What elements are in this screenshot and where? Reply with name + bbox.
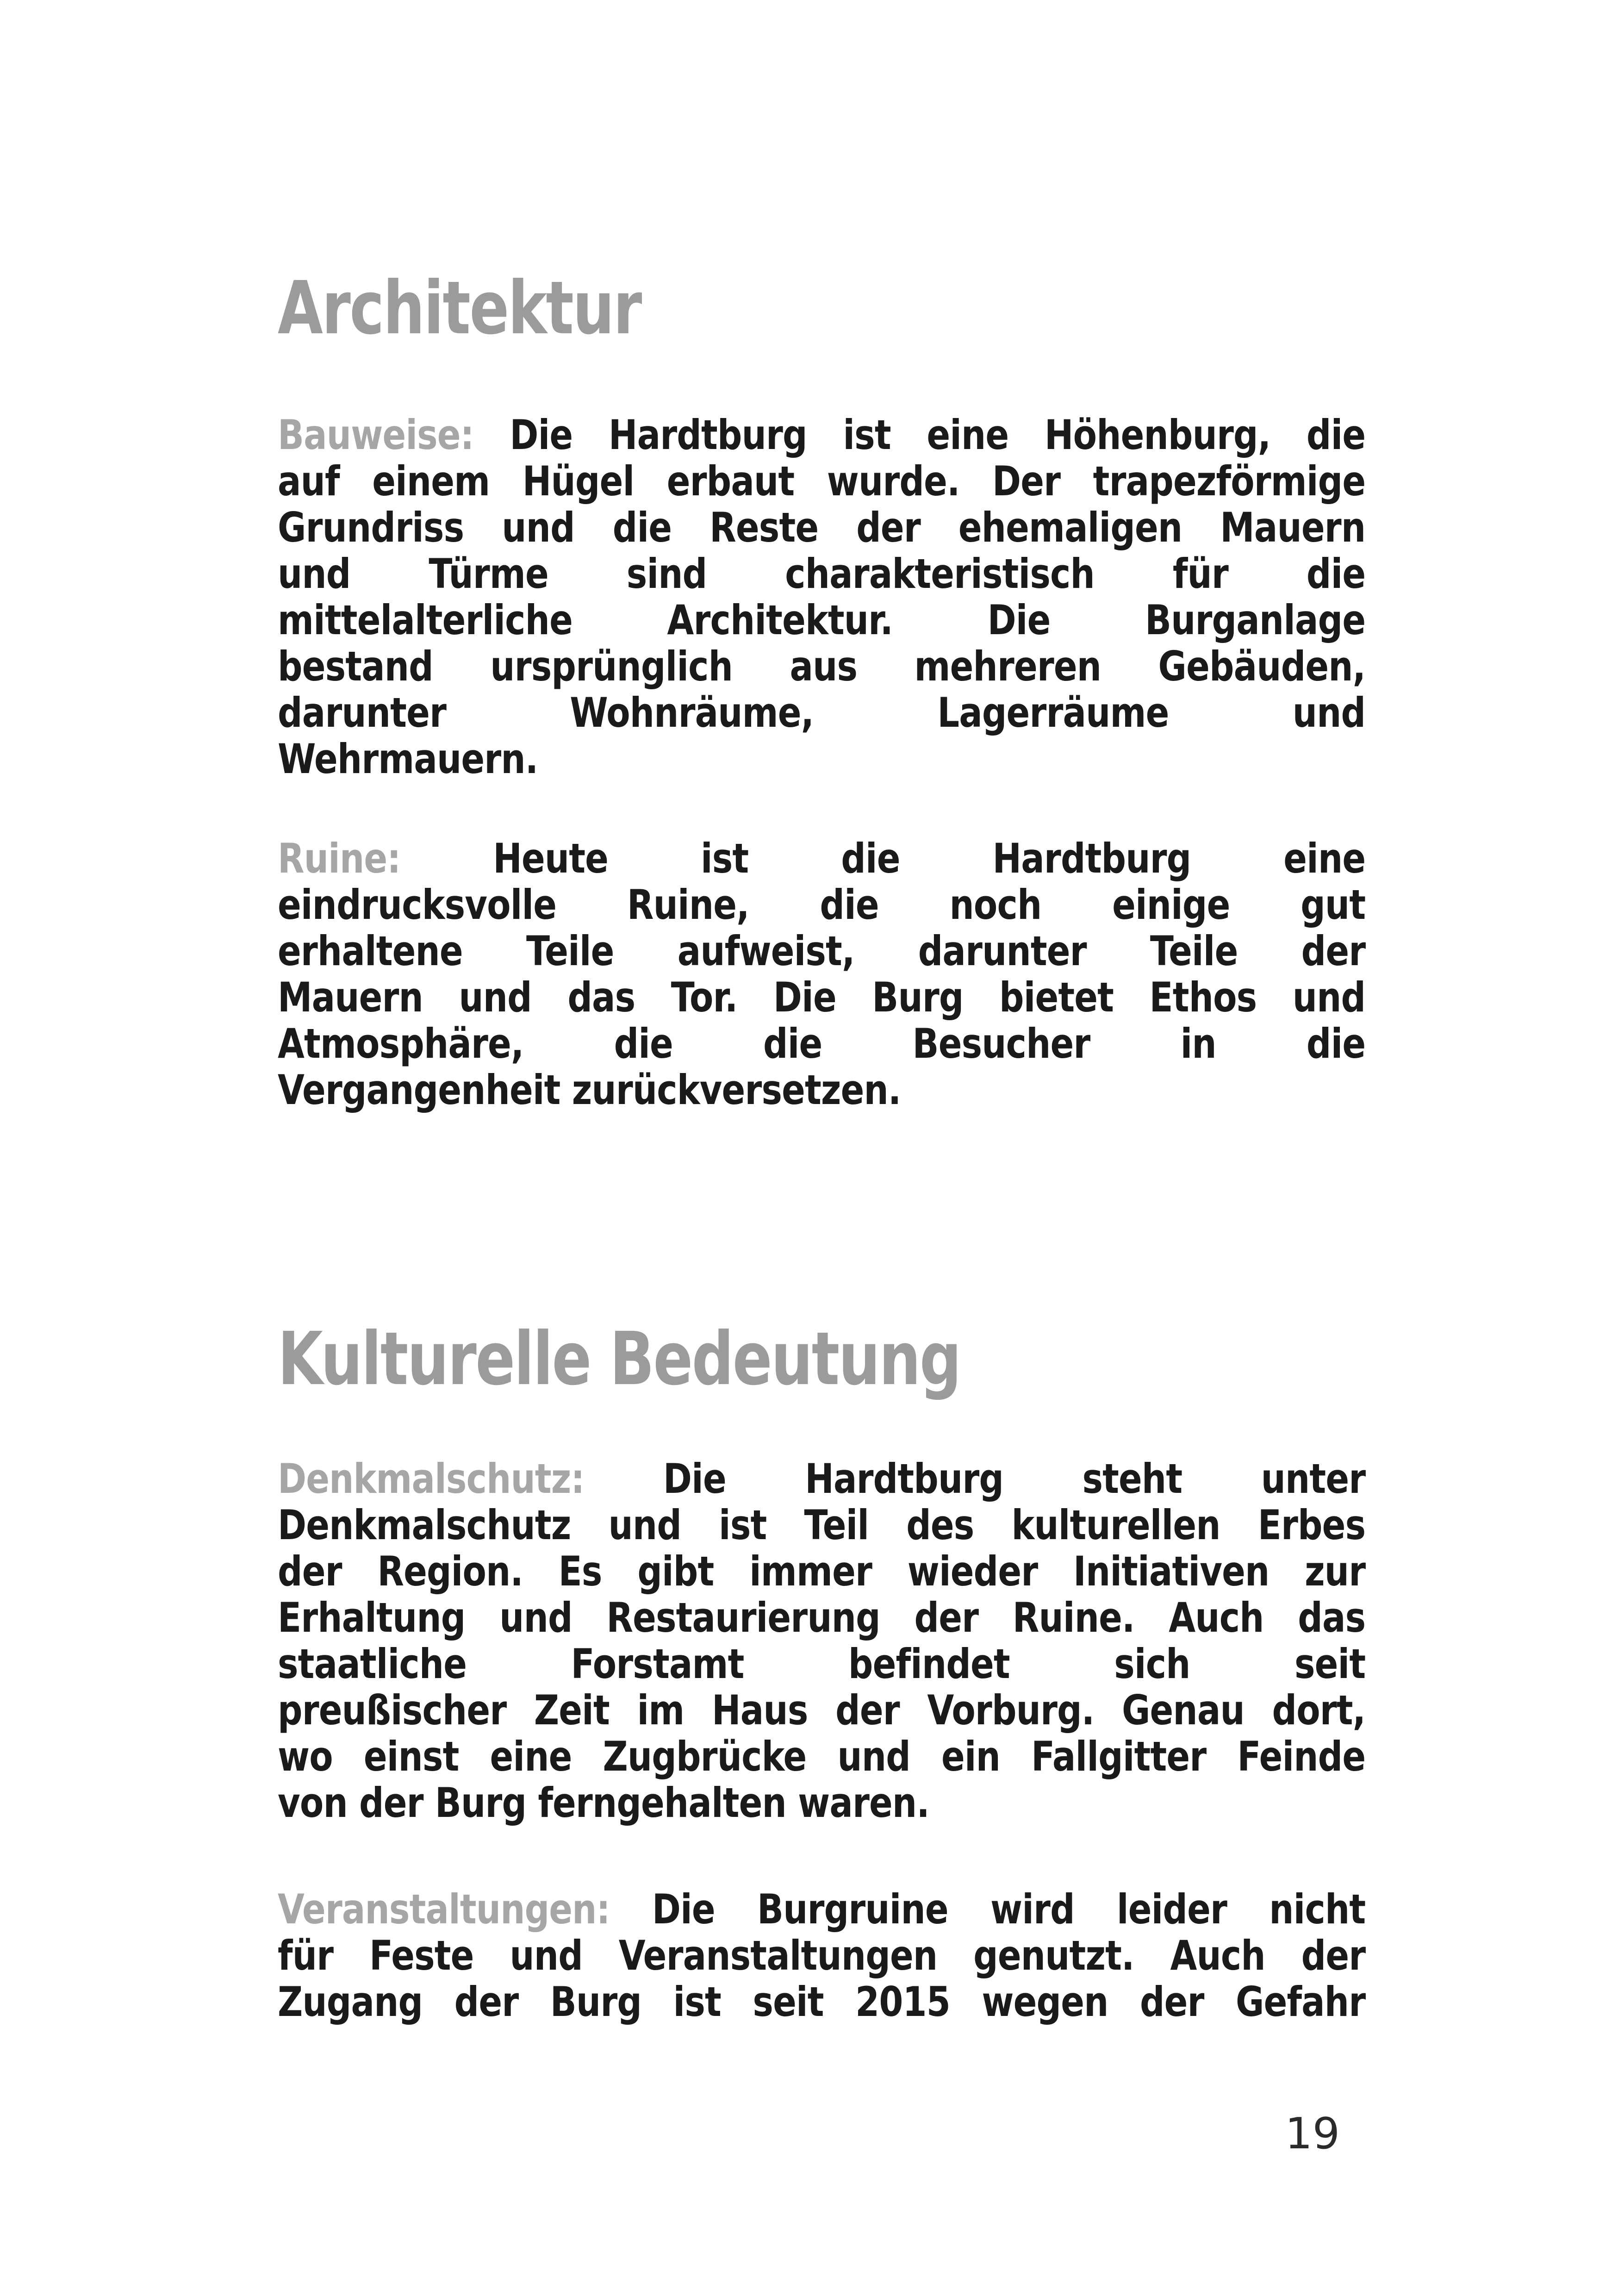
- paragraph-veranstaltungen: [278, 1886, 1365, 2025]
- text-line: auf einem Hügel erbaut wurde. Der trapezförmige: [278, 457, 1366, 505]
- paragraph-label: Bauweise:: [278, 411, 474, 459]
- text-line: [278, 836, 1365, 882]
- text-line: für Feste und Veranstaltungen genutzt. Auch der: [278, 1932, 1366, 1979]
- paragraph-label: Veranstaltungen:: [278, 1885, 610, 1933]
- paragraph-label: Denkmalschutz:: [278, 1455, 585, 1503]
- text-line: Denkmalschutz und ist Teil des kulturellen Erbes: [278, 1501, 1366, 1549]
- text-line: und Türme sind charakteristisch für die: [278, 550, 1366, 598]
- line-text: Die Hardtburg steht unter: [663, 1455, 1366, 1503]
- section-heading-kulturelle-bedeutung: Kulturelle Bedeutung: [278, 1316, 961, 1402]
- paragraph-ruine: [278, 836, 1365, 1113]
- text-line: Zugang der Burg ist seit 2015 wegen der Gefahr: [278, 1978, 1366, 2026]
- text-line: wo einst eine Zugbrücke und ein Fallgitter Feinde: [278, 1733, 1366, 1780]
- text-line: [278, 412, 1365, 458]
- paragraph-bauweise: [278, 412, 1365, 782]
- section-heading-architektur: Architektur: [278, 266, 641, 351]
- text-line: Atmosphäre, die die Besucher in die: [278, 1020, 1366, 1067]
- text-line: Erhaltung und Restaurierung der Ruine. Auch das: [278, 1594, 1366, 1641]
- line-text: Heute ist die Hardtburg eine: [493, 835, 1366, 882]
- text-line: staatliche Forstamt befindet sich seit: [278, 1640, 1366, 1688]
- text-line: bestand ursprünglich aus mehreren Gebäuden,: [278, 643, 1366, 690]
- text-line: eindrucksvolle Ruine, die noch einige gut: [278, 881, 1366, 929]
- paragraph-denkmalschutz: [278, 1456, 1365, 1826]
- text-line: preußischer Zeit im Haus der Vorburg. Genau dort,: [278, 1686, 1366, 1734]
- line-text: Die Burgruine wird leider nicht: [652, 1885, 1366, 1933]
- text-line: Vergangenheit zurückversetzen.: [278, 1066, 901, 1114]
- text-line: Wehrmauern.: [278, 735, 538, 783]
- text-line: Grundriss und die Reste der ehemaligen Mauern: [278, 504, 1366, 551]
- page-number: 19: [1285, 2109, 1340, 2159]
- text-line: darunter Wohnräume, Lagerräume und: [278, 689, 1366, 736]
- text-line: Mauern und das Tor. Die Burg bietet Ethos und: [278, 973, 1366, 1021]
- text-line: [278, 1456, 1365, 1502]
- text-line: erhaltene Teile aufweist, darunter Teile der: [278, 927, 1366, 975]
- text-line: von der Burg ferngehalten waren.: [278, 1779, 929, 1827]
- paragraph-label: Ruine:: [278, 835, 401, 882]
- line-text: Die Hardtburg ist eine Höhenburg, die: [510, 411, 1366, 459]
- text-line: mittelalterliche Architektur. Die Burganlage: [278, 596, 1366, 644]
- text-line: der Region. Es gibt immer wieder Initiativen zur: [278, 1547, 1366, 1595]
- text-line: [278, 1886, 1365, 1933]
